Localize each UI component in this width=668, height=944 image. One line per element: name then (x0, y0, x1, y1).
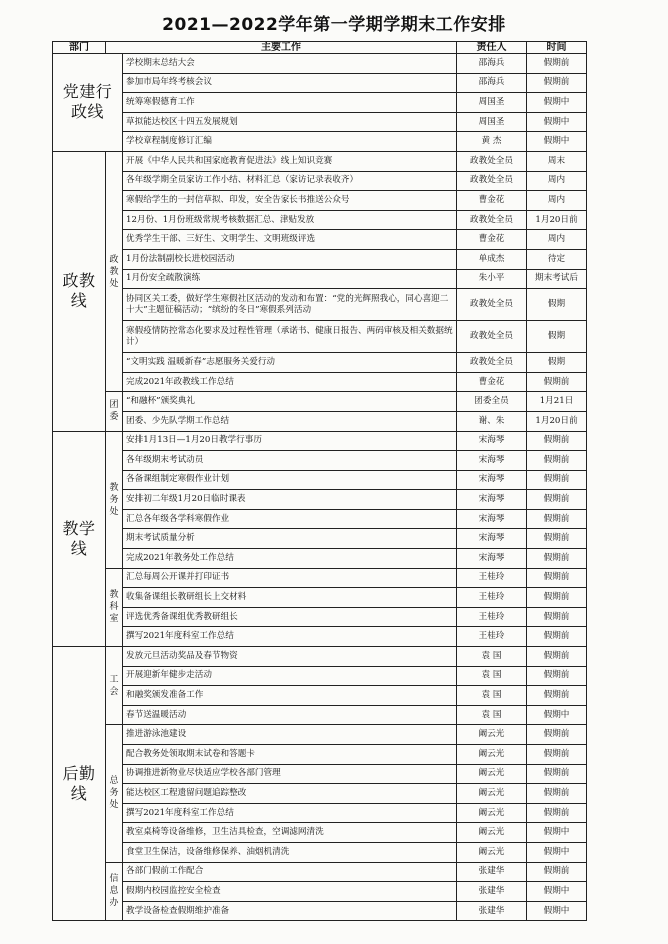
time-cell: 待定 (527, 249, 587, 269)
time-cell: 假期中 (527, 93, 587, 113)
table-row (53, 509, 587, 529)
work-cell: 教室桌椅等设备维修，卫生洁具检查，空调滤网清洗 (123, 823, 457, 843)
person-cell: 政教处全员 (457, 151, 527, 171)
table-row (53, 171, 587, 191)
work-cell: “和融杯”颁奖典礼 (123, 392, 457, 412)
work-cell: 寒假给学生的一封信草拟、印发，安全告家长书推送公众号 (123, 191, 457, 211)
table-row (53, 372, 587, 392)
time-cell: 1月21日 (527, 392, 587, 412)
person-cell: 阚云光 (457, 745, 527, 765)
dept-cell-party: 党建行政线 (53, 54, 123, 152)
work-cell: 开展迎新年健步走活动 (123, 666, 457, 686)
person-cell: 黄 杰 (457, 132, 527, 152)
person-cell: 宋海琴 (457, 451, 527, 471)
person-cell: 阚云光 (457, 823, 527, 843)
table-row (53, 73, 587, 93)
work-cell: 教学设备检查假期维护准备 (123, 901, 457, 921)
work-cell: 完成2021年教务处工作总结 (123, 549, 457, 569)
work-cell: 各备课组制定寒假作业计划 (123, 470, 457, 490)
person-cell: 宋海琴 (457, 431, 527, 451)
table-row (53, 823, 587, 843)
table-row (53, 470, 587, 490)
table-row (53, 686, 587, 706)
person-cell: 王桂玲 (457, 568, 527, 588)
time-cell: 假期前 (527, 470, 587, 490)
time-cell: 假期中 (527, 842, 587, 862)
person-cell: 曹金花 (457, 191, 527, 211)
person-cell: 政教处全员 (457, 353, 527, 373)
person-cell: 王桂玲 (457, 588, 527, 608)
table-row (53, 901, 587, 921)
time-cell: 假期 (527, 289, 587, 321)
person-cell: 曹金花 (457, 230, 527, 250)
person-cell: 团委全员 (457, 392, 527, 412)
sub-dept-label: 工会 (109, 674, 119, 697)
work-cell: 学校章程制度修订汇编 (123, 132, 457, 152)
time-cell: 假期前 (527, 490, 587, 510)
time-cell: 周内 (527, 230, 587, 250)
table-row (53, 269, 587, 289)
dept-cell-teaching: 教学线 (53, 431, 106, 647)
sub-dept-label: 政教处 (109, 254, 119, 289)
table-row (53, 411, 587, 431)
work-cell: 食堂卫生保洁，设备维修保养、油烟机清洗 (123, 842, 457, 862)
table-row (53, 745, 587, 765)
work-cell: 完成2021年政教线工作总结 (123, 372, 457, 392)
dept-cell-logistics: 后勤线 (53, 647, 106, 921)
person-cell: 张建华 (457, 901, 527, 921)
person-cell: 阚云光 (457, 784, 527, 804)
work-cell: 协调推进新物业尽快适应学校各部门管理 (123, 764, 457, 784)
work-cell: 1月份法制副校长进校园活动 (123, 249, 457, 269)
time-cell: 假期前 (527, 686, 587, 706)
time-cell: 假期前 (527, 607, 587, 627)
sub-dept-label: 总务处 (109, 776, 119, 811)
time-cell: 周末 (527, 151, 587, 171)
table-row (53, 289, 587, 321)
sub-dept-cell-zjc (106, 151, 123, 391)
work-cell: 开展《中华人民共和国家庭教育促进法》线上知识竞赛 (123, 151, 457, 171)
time-cell: 假期中 (527, 882, 587, 902)
table-row (53, 882, 587, 902)
table-row (53, 451, 587, 471)
time-cell: 假期前 (527, 431, 587, 451)
schedule-table (52, 41, 587, 921)
time-cell: 假期前 (527, 862, 587, 882)
time-cell: 1月20日前 (527, 411, 587, 431)
sub-dept-cell-gh (106, 647, 123, 725)
table-row (53, 725, 587, 745)
person-cell: 邵海兵 (457, 54, 527, 74)
person-cell: 曹金花 (457, 372, 527, 392)
table-row (53, 112, 587, 132)
work-cell: 汇总每周公开课并打印证书 (123, 568, 457, 588)
time-cell: 期末考试后 (527, 269, 587, 289)
dept-cell-politics: 政教线 (53, 151, 106, 431)
work-cell: 12月份、1月份班级常规考核数据汇总、津贴发放 (123, 210, 457, 230)
time-cell: 周内 (527, 171, 587, 191)
work-cell: 参加市局年终考核会议 (123, 73, 457, 93)
time-cell: 假期前 (527, 372, 587, 392)
person-cell: 王桂玲 (457, 627, 527, 647)
person-cell: 袁 国 (457, 705, 527, 725)
work-cell: 草拟能达校区十四五发展规划 (123, 112, 457, 132)
table-row (53, 549, 587, 569)
time-cell: 假期前 (527, 529, 587, 549)
sub-dept-label: 教科室 (109, 590, 119, 625)
time-cell: 假期前 (527, 451, 587, 471)
table-row (53, 392, 587, 412)
person-cell: 宋海琴 (457, 509, 527, 529)
work-cell: 撰写2021年度科室工作总结 (123, 803, 457, 823)
work-cell: “文明实践 温暖新春”志愿服务关爱行动 (123, 353, 457, 373)
table-header-row (53, 42, 587, 54)
time-cell: 假期前 (527, 73, 587, 93)
person-cell: 邵海兵 (457, 73, 527, 93)
table-row (53, 588, 587, 608)
work-cell: 寒假疫情防控常态化要求及过程性管理（承诺书、健康日报告、两码审核及相关数据统计） (123, 321, 457, 353)
sub-dept-cell-jwc (106, 431, 123, 568)
work-cell: 和融奖颁发准备工作 (123, 686, 457, 706)
table-row (53, 705, 587, 725)
time-cell: 假期前 (527, 745, 587, 765)
sub-dept-label: 教务处 (109, 482, 119, 517)
header-work: 主要工作 (106, 42, 457, 54)
table-row (53, 803, 587, 823)
sub-dept-cell-xxb (106, 862, 123, 921)
person-cell: 袁 国 (457, 647, 527, 667)
person-cell: 谢、朱 (457, 411, 527, 431)
sub-dept-cell-tw (106, 392, 123, 431)
person-cell: 单成杰 (457, 249, 527, 269)
work-cell: 汇总各年级各学科寒假作业 (123, 509, 457, 529)
person-cell: 阚云光 (457, 725, 527, 745)
person-cell: 政教处全员 (457, 210, 527, 230)
time-cell: 假期中 (527, 901, 587, 921)
person-cell: 政教处全员 (457, 289, 527, 321)
work-cell: 评选优秀备课组优秀教研组长 (123, 607, 457, 627)
time-cell: 假期前 (527, 54, 587, 74)
person-cell: 朱小平 (457, 269, 527, 289)
time-cell: 假期前 (527, 549, 587, 569)
table-row (53, 529, 587, 549)
work-cell: 安排1月13日—1月20日教学行事历 (123, 431, 457, 451)
work-cell: 各年级学期全员家访工作小结、材料汇总（家访记录表收齐） (123, 171, 457, 191)
work-cell: 各年级期末考试动员 (123, 451, 457, 471)
time-cell: 假期前 (527, 784, 587, 804)
table-row (53, 431, 587, 451)
work-cell: 假期内校园监控安全检查 (123, 882, 457, 902)
time-cell: 假期中 (527, 132, 587, 152)
work-cell: 安排初二年级1月20日临时课表 (123, 490, 457, 510)
sub-dept-cell-zwc (106, 725, 123, 862)
person-cell: 周国圣 (457, 93, 527, 113)
time-cell: 假期中 (527, 112, 587, 132)
table-row (53, 210, 587, 230)
person-cell: 宋海琴 (457, 549, 527, 569)
work-cell: 学校期末总结大会 (123, 54, 457, 74)
table-row (53, 647, 587, 667)
person-cell: 王桂玲 (457, 607, 527, 627)
work-cell: 收集备课组长教研组长上交材料 (123, 588, 457, 608)
person-cell: 政教处全员 (457, 171, 527, 191)
time-cell: 假期前 (527, 647, 587, 667)
work-cell: 期末考试质量分析 (123, 529, 457, 549)
work-cell: 撰写2021年度科室工作总结 (123, 627, 457, 647)
header-person: 责任人 (457, 42, 527, 54)
person-cell: 周国圣 (457, 112, 527, 132)
work-cell: 配合教务处领取期末试卷和答题卡 (123, 745, 457, 765)
table-row (53, 230, 587, 250)
work-cell: 春节送温暖活动 (123, 705, 457, 725)
person-cell: 宋海琴 (457, 470, 527, 490)
sub-dept-label: 信息办 (109, 874, 119, 909)
header-time: 时间 (527, 42, 587, 54)
table-row (53, 151, 587, 171)
table-row (53, 249, 587, 269)
time-cell: 假期前 (527, 803, 587, 823)
table-row (53, 862, 587, 882)
table-row (53, 191, 587, 211)
table-row (53, 132, 587, 152)
table-row (53, 764, 587, 784)
work-cell: 1月份安全疏散演练 (123, 269, 457, 289)
time-cell: 假期前 (527, 764, 587, 784)
person-cell: 张建华 (457, 882, 527, 902)
person-cell: 宋海琴 (457, 529, 527, 549)
sub-dept-cell-jks (106, 568, 123, 646)
sub-dept-label: 团委 (109, 400, 119, 423)
table-row (53, 784, 587, 804)
person-cell: 张建华 (457, 862, 527, 882)
table-row (53, 321, 587, 353)
time-cell: 假期 (527, 353, 587, 373)
work-cell: 统筹寒假德育工作 (123, 93, 457, 113)
person-cell: 阚云光 (457, 803, 527, 823)
work-cell: 团委、少先队学期工作总结 (123, 411, 457, 431)
time-cell: 假期前 (527, 666, 587, 686)
page-title: 2021—2022学年第一学期学期末工作安排 (162, 15, 506, 35)
work-cell: 发放元旦活动奖品及春节物资 (123, 647, 457, 667)
header-dept: 部门 (53, 42, 106, 54)
time-cell: 假期前 (527, 588, 587, 608)
work-cell: 优秀学生干部、三好生、文明学生、文明班级评选 (123, 230, 457, 250)
person-cell: 袁 国 (457, 686, 527, 706)
time-cell: 假期前 (527, 725, 587, 745)
table-row (53, 568, 587, 588)
work-cell: 推进游泳池建设 (123, 725, 457, 745)
person-cell: 阚云光 (457, 842, 527, 862)
table-row (53, 54, 587, 74)
work-cell: 协同区关工委，做好学生寒假社区活动的发动和布置：“党的光辉照我心，同心喜迎二十大”主题征稿活动；“缤纷的冬日”寒假系列活动 (123, 289, 457, 321)
time-cell: 假期中 (527, 705, 587, 725)
table-row (53, 607, 587, 627)
table-row (53, 93, 587, 113)
time-cell: 周内 (527, 191, 587, 211)
table-row (53, 353, 587, 373)
table-row (53, 666, 587, 686)
work-cell: 能达校区工程遗留问题追踪整改 (123, 784, 457, 804)
person-cell: 宋海琴 (457, 490, 527, 510)
time-cell: 假期中 (527, 823, 587, 843)
time-cell: 假期前 (527, 568, 587, 588)
time-cell: 假期前 (527, 627, 587, 647)
time-cell: 1月20日前 (527, 210, 587, 230)
person-cell: 阚云光 (457, 764, 527, 784)
table-row (53, 627, 587, 647)
time-cell: 假期 (527, 321, 587, 353)
person-cell: 政教处全员 (457, 321, 527, 353)
time-cell: 假期前 (527, 509, 587, 529)
table-row (53, 842, 587, 862)
person-cell: 袁 国 (457, 666, 527, 686)
table-row (53, 490, 587, 510)
work-cell: 各部门假前工作配合 (123, 862, 457, 882)
